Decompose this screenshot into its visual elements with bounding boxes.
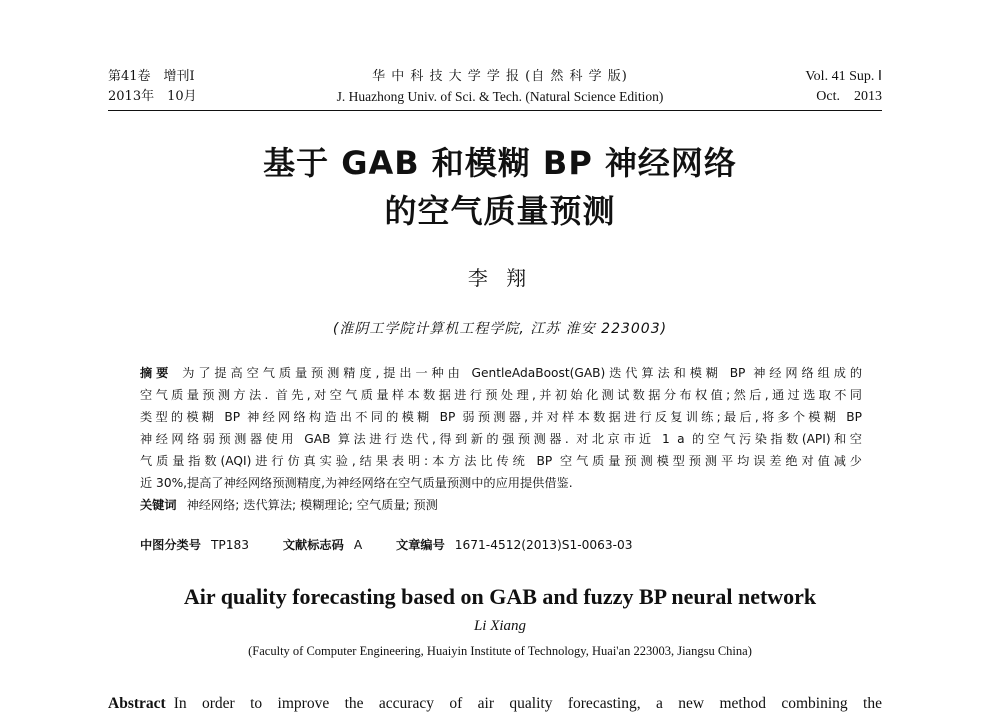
author-zh: 李 翔: [467, 266, 533, 290]
clc-value: TP183: [210, 538, 249, 552]
keywords-zh: [140, 494, 862, 516]
journal-date: 2013年 10月: [108, 89, 197, 104]
article-number-label: 文章编号: [396, 538, 445, 552]
author-en: Li Xiang: [473, 618, 527, 634]
abstract-zh-label: 摘要: [140, 366, 173, 380]
doc-code-value: A: [353, 538, 363, 552]
journal-volume-en: Vol. 41 Sup. Ⅰ: [805, 69, 882, 84]
abstract-zh-line: [140, 362, 862, 384]
journal-volume-issue: 第41卷 增刊Ⅰ: [108, 69, 195, 84]
abstract-en-label: Abstract: [108, 695, 166, 712]
keywords-zh-label: 关键词: [140, 498, 177, 512]
article-number-value: 1671-4512(2013)S1-0063-03: [454, 538, 633, 552]
clc-label: 中图分类号: [140, 538, 201, 552]
affiliation-zh: (淮阴工学院计算机工程学院, 江苏 淮安 223003): [332, 321, 668, 337]
abstract-en-text: In order to improve the accuracy of air quality forecasting, a new method combining the: [173, 695, 882, 712]
abstract-zh: [140, 362, 862, 516]
paper-title-zh-line1: 基于 GAB 和模糊 BP 神经网络: [263, 144, 737, 182]
abstract-zh-line: 近 30%,提高了神经网络预测精度,为神经网络在空气质量预测中的应用提供借鉴.: [140, 476, 573, 490]
journal-date-en: Oct. 2013: [816, 89, 882, 104]
abstract-zh-text: 为了提高空气质量预测精度,提出一种由 GentleAdaBoost(GAB)迭代算法和模糊 BP 神经网络组成的: [182, 366, 863, 380]
abstract-zh-line: 气质量指数(AQI)进行仿真实验,结果表明:本方法比传统 BP 空气质量预测模型预测平均误差绝对值减少: [140, 454, 862, 468]
abstract-zh-line: 空气质量预测方法. 首先,对空气质量样本数据进行预处理,并初始化测试数据分布权值;然后,通过选取不同: [140, 388, 862, 402]
doc-code-label: 文献标志码: [282, 538, 344, 552]
classification-info: [140, 536, 633, 553]
paper-title-zh-line2: 的空气质量预测: [384, 192, 616, 230]
journal-name-zh: 华 中 科 技 大 学 学 报 (自 然 科 学 版): [372, 69, 628, 84]
abstract-zh-line: 神经网络弱预测器使用 GAB 算法进行迭代,得到新的强预测器. 对北京市近 1 a 的空气污染指数(API)和空: [140, 432, 862, 446]
keywords-zh-text: 神经网络; 迭代算法; 模糊理论; 空气质量; 预测: [186, 498, 438, 512]
paper-title-en: Air quality forecasting based on GAB and fuzzy BP neural network: [183, 584, 817, 609]
abstract-en: [108, 692, 882, 716]
affiliation-en: (Faculty of Computer Engineering, Huaiyin Institute of Technology, Huai'an 223003, Jiangsu China): [248, 644, 752, 658]
journal-name-en: J. Huazhong Univ. of Sci. & Tech. (Natural Science Edition): [336, 89, 664, 104]
abstract-zh-line: 类型的模糊 BP 神经网络构造出不同的模糊 BP 弱预测器,并对样本数据进行反复训练;最后,将多个模糊 BP: [140, 410, 862, 424]
header-rule: [108, 110, 882, 111]
